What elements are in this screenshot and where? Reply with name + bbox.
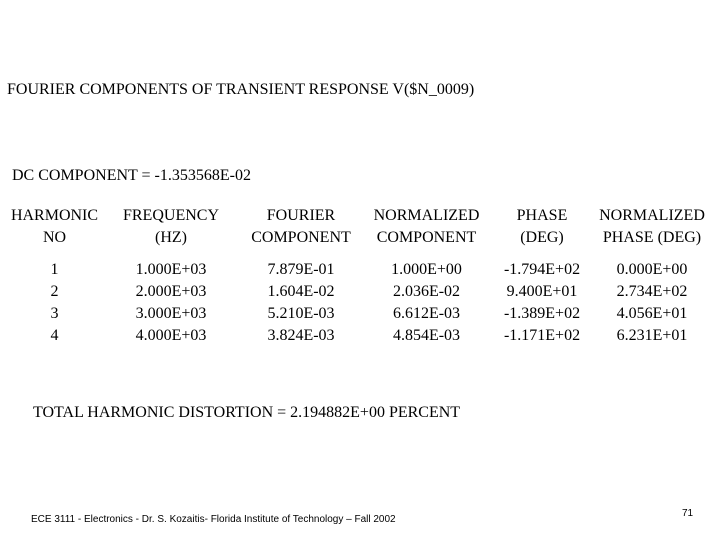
header-fourier-component: COMPONENT <box>251 229 351 246</box>
table-cell: 1.604E-02 <box>267 283 335 300</box>
table-cell: 3 <box>50 305 59 322</box>
table-cell: 6.612E-03 <box>392 305 461 322</box>
table-cell: 1 <box>50 261 59 278</box>
header-normalized-component: COMPONENT <box>376 229 477 246</box>
table-cell: -1.389E+02 <box>503 305 581 322</box>
table-cell: 4 <box>50 327 59 344</box>
header-normalized: NORMALIZED <box>373 207 480 224</box>
dc-component: DC COMPONENT = -1.353568E-02 <box>12 167 251 184</box>
table-cell: -1.794E+02 <box>503 261 581 278</box>
header-normalized-phase: NORMALIZED <box>599 207 705 224</box>
table-cell: 5.210E-03 <box>267 305 335 322</box>
table-cell: 2.000E+03 <box>135 283 207 300</box>
table-cell: 6.231E+01 <box>616 327 688 344</box>
page-number: 71 <box>682 508 694 519</box>
table-cell: 3.824E-03 <box>267 327 335 344</box>
table-cell: 9.400E+01 <box>506 283 578 300</box>
table-header-row <box>8 229 712 251</box>
table-cell: 1.000E+00 <box>391 261 462 278</box>
table-row <box>8 261 712 283</box>
table-header-row <box>8 207 712 229</box>
header-normalized-phase-unit: PHASE (DEG) <box>602 229 702 246</box>
header-harmonic: HARMONIC <box>10 207 99 224</box>
table-cell: 4.056E+01 <box>616 305 688 322</box>
footer-text: ECE 3111 - Electronics - Dr. S. Kozaitis- Florida Institute of Technology – Fall 2002 <box>31 514 396 525</box>
header-harmonic-no: NO <box>42 229 67 246</box>
table-cell: -1.171E+02 <box>503 327 581 344</box>
table-cell: 2.734E+02 <box>616 283 688 300</box>
table-row <box>8 305 712 327</box>
table-cell: 4.000E+03 <box>135 327 207 344</box>
table-cell: 2.036E-02 <box>392 283 461 300</box>
total-harmonic-distortion: TOTAL HARMONIC DISTORTION = 2.194882E+00 PERCENT <box>33 404 461 421</box>
table-cell: 1.000E+03 <box>135 261 207 278</box>
header-frequency: FREQUENCY <box>122 207 219 224</box>
header-fourier: FOURIER <box>266 207 336 224</box>
table-cell: 2 <box>50 283 59 300</box>
header-phase-unit: (DEG) <box>520 229 564 246</box>
header-phase: PHASE <box>516 207 568 224</box>
header-frequency-unit: (HZ) <box>155 229 187 246</box>
fourier-table <box>8 207 712 349</box>
table-row <box>8 283 712 305</box>
table-cell: 4.854E-03 <box>392 327 461 344</box>
table-cell: 3.000E+03 <box>135 305 207 322</box>
report-title: FOURIER COMPONENTS OF TRANSIENT RESPONSE V($N_0009) <box>7 81 475 98</box>
table-cell: 0.000E+00 <box>616 261 688 278</box>
table-row <box>8 327 712 349</box>
table-cell: 7.879E-01 <box>267 261 335 278</box>
